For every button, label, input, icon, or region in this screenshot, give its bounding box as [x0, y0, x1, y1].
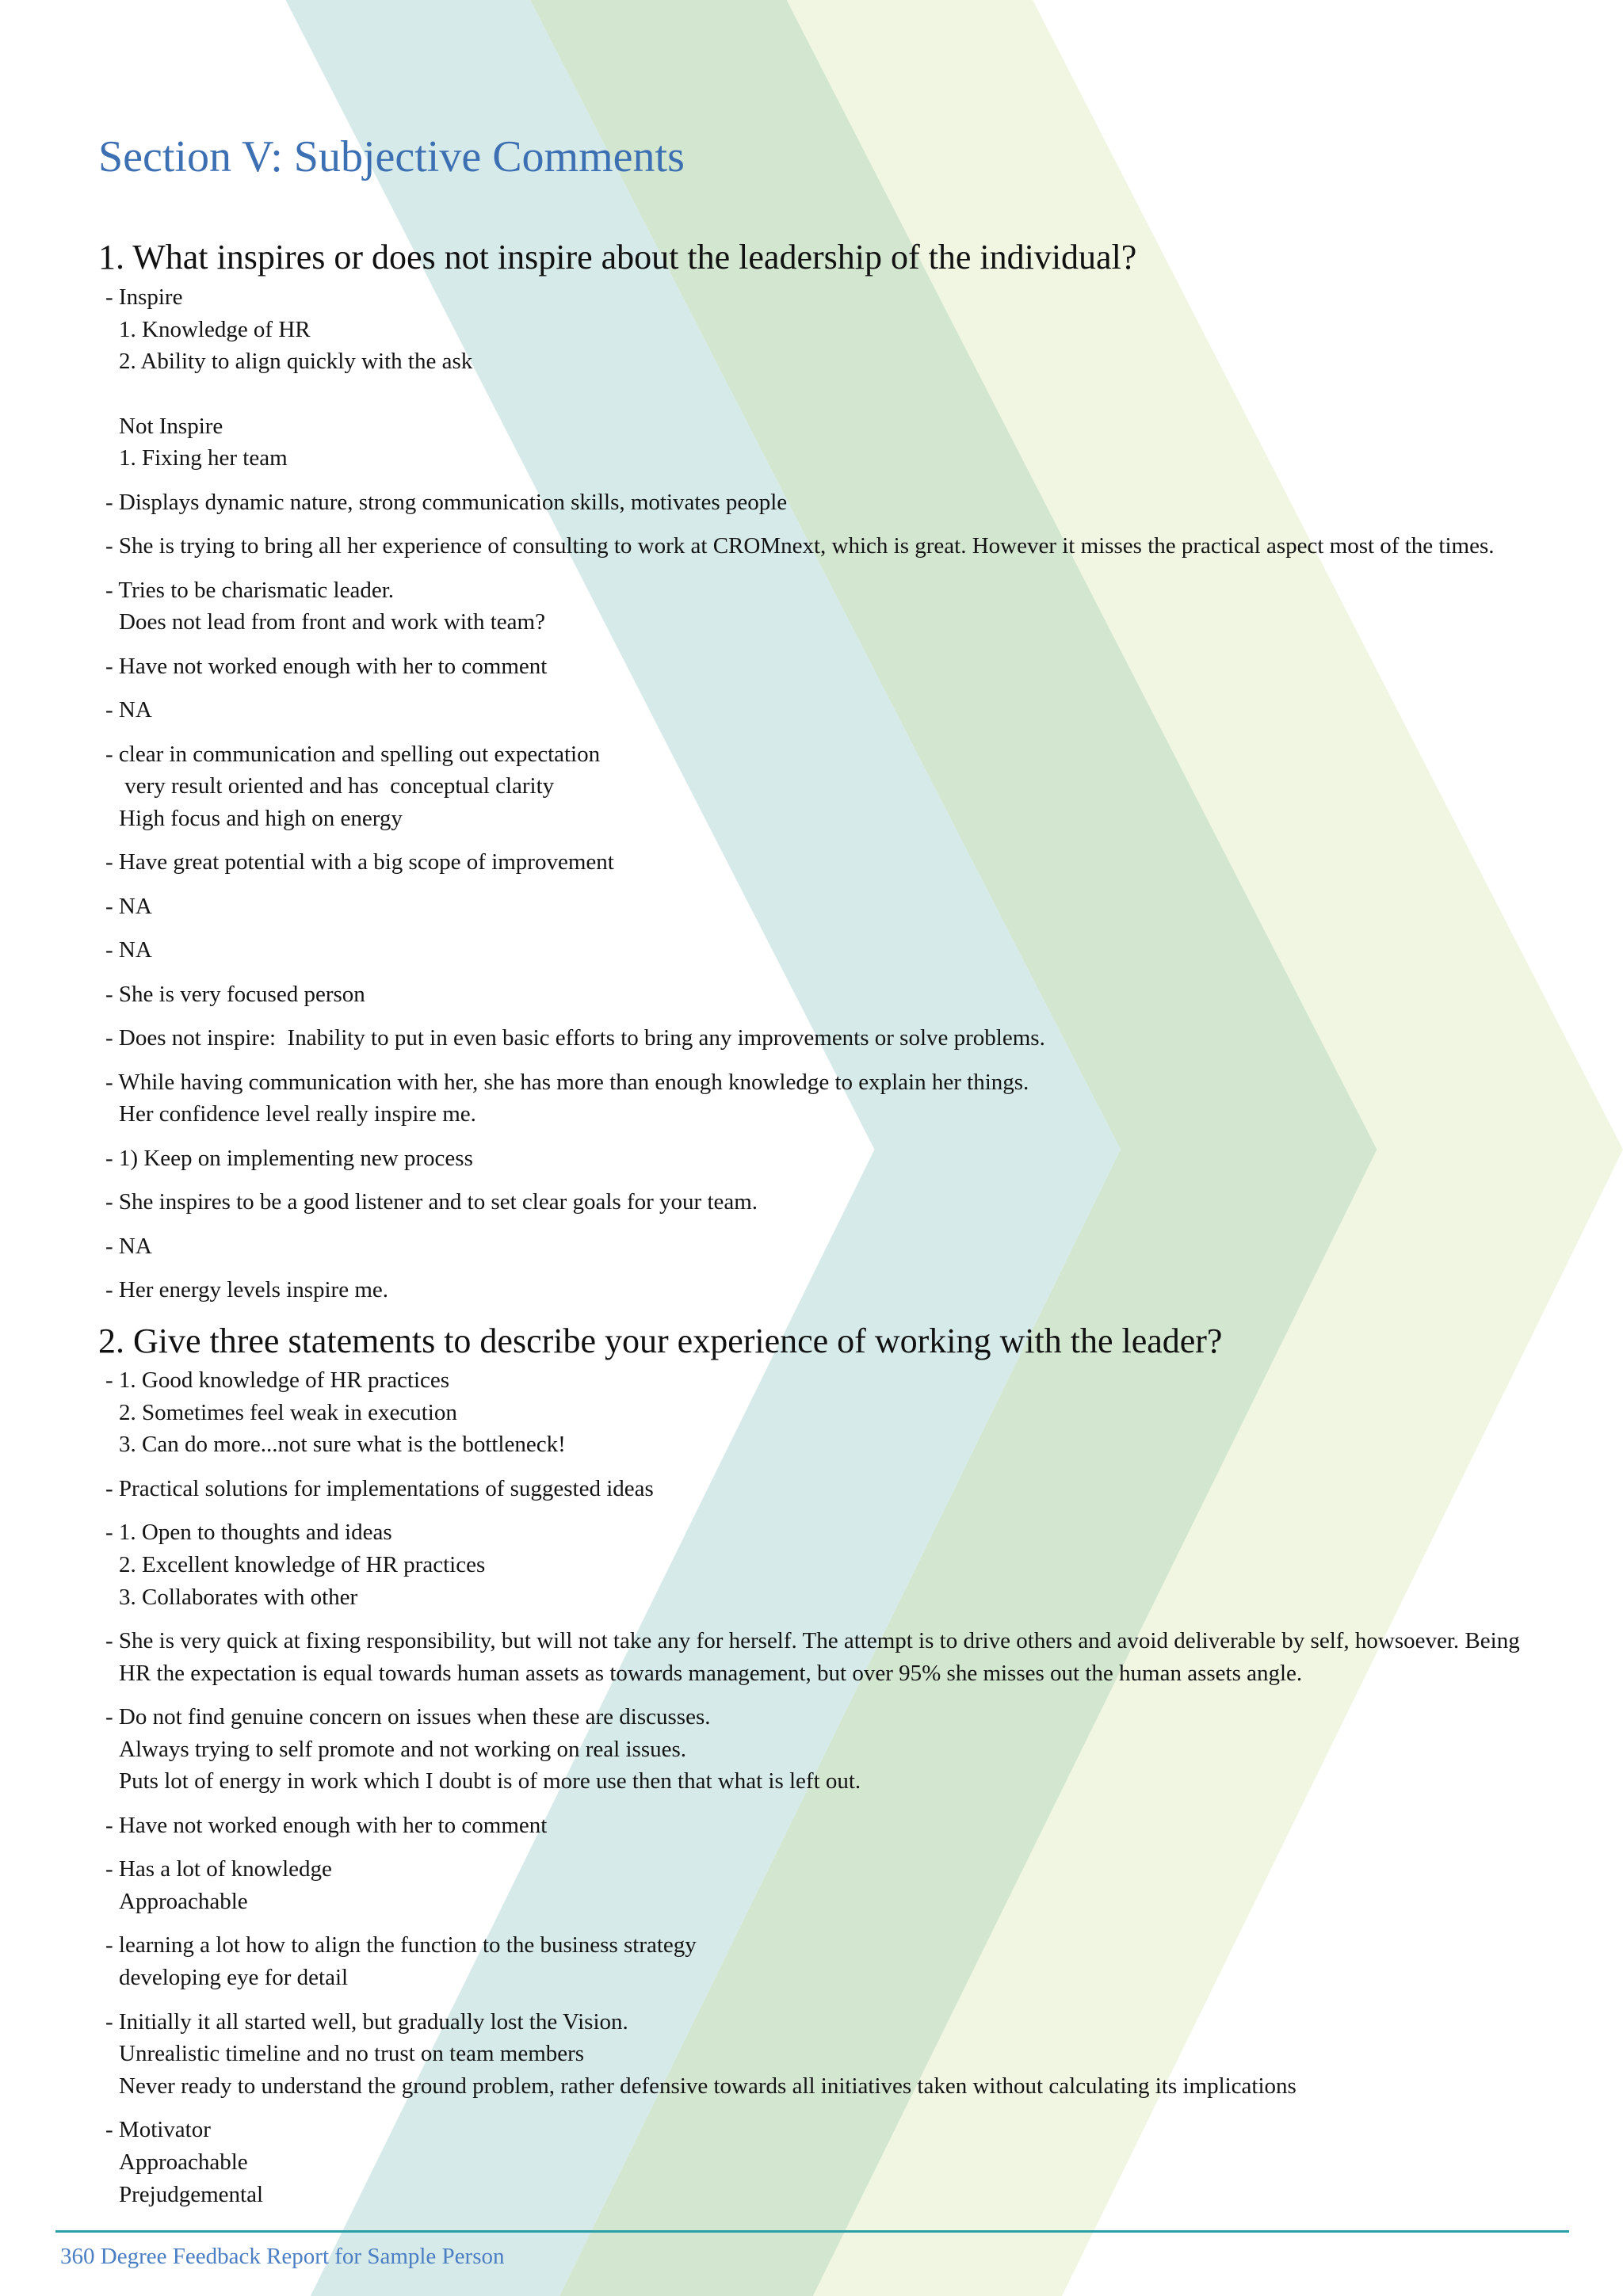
- response-item: [105, 934, 1603, 967]
- response-line: Her confidence level really inspire me.: [119, 1101, 476, 1127]
- response-item: [105, 1929, 1603, 1993]
- response-line: - NA: [105, 937, 152, 963]
- response-line: - 1. Good knowledge of HR practices: [105, 1367, 450, 1393]
- response-item: [105, 2006, 1603, 2103]
- response-line: - NA: [105, 1233, 152, 1259]
- response-line: Not Inspire: [119, 413, 223, 439]
- question-2-responses: [105, 1364, 1603, 2222]
- question-heading: 2. Give three statements to describe your experience of working with the leader?: [98, 1322, 1223, 1360]
- response-line: - She is trying to bring all her experience of consulting to work at CROMnext, which is great. However it misses the practical aspect most of the times.: [105, 533, 1495, 559]
- response-line: - While having communication with her, she has more than enough knowledge to explain her things.: [105, 1069, 1029, 1095]
- response-line: - NA: [105, 893, 152, 919]
- response-line: 1. Fixing her team: [119, 445, 288, 471]
- response-line: - 1) Keep on implementing new process: [105, 1145, 473, 1171]
- response-item: [105, 574, 1603, 639]
- response-line: Approachable: [119, 1888, 248, 1914]
- response-line: - Have not worked enough with her to comment: [105, 653, 548, 679]
- question-heading: 1. What inspires or does not inspire about the leadership of the individual?: [98, 238, 1137, 277]
- response-item: [105, 1516, 1603, 1613]
- response-item: [105, 1810, 1603, 1842]
- response-line: - Do not find genuine concern on issues when these are discusses.: [105, 1704, 711, 1730]
- response-line: - She is very quick at fixing responsibility, but will not take any for herself. The attempt is to drive others and avoid deliverable by self, howsoever. Being: [105, 1627, 1520, 1653]
- response-line: very result oriented and has conceptual clarity: [119, 773, 555, 799]
- response-item: [105, 738, 1603, 835]
- response-line: High focus and high on energy: [119, 805, 403, 831]
- response-item: [105, 2114, 1603, 2210]
- response-line: - Have not worked enough with her to comment: [105, 1812, 548, 1838]
- response-line: - She inspires to be a good listener and to set clear goals for your team.: [105, 1189, 758, 1215]
- response-line: 2. Ability to align quickly with the ask: [119, 349, 473, 375]
- response-line: Does not lead from front and work with team?: [119, 609, 545, 635]
- response-line: - She is very focused person: [105, 981, 365, 1007]
- response-line: Never ready to understand the ground problem, rather defensive towards all initiatives taken without calculating its implications: [119, 2073, 1296, 2099]
- response-item: [105, 694, 1603, 727]
- question-1-responses: [105, 281, 1603, 1318]
- response-line: 2. Excellent knowledge of HR practices: [119, 1551, 486, 1577]
- footer-rule: [55, 2230, 1569, 2233]
- response-line: - Motivator: [105, 2117, 211, 2143]
- response-item: [105, 978, 1603, 1011]
- response-line: Always trying to self promote and not working on real issues.: [119, 1736, 687, 1762]
- page-title: Section V: Subjective Comments: [98, 132, 685, 181]
- response-line: - Displays dynamic nature, strong communication skills, motivates people: [105, 489, 788, 515]
- response-line: Prejudgemental: [119, 2181, 264, 2207]
- response-item: [105, 1364, 1603, 1461]
- response-line: - Inspire: [105, 284, 183, 310]
- response-line: 3. Collaborates with other: [119, 1584, 358, 1610]
- response-line: - NA: [105, 697, 152, 723]
- response-line: - clear in communication and spelling out expectation: [105, 741, 601, 767]
- response-item: [105, 891, 1603, 923]
- response-item: [105, 1274, 1603, 1306]
- response-line: - Tries to be charismatic leader.: [105, 577, 395, 603]
- response-line: 3. Can do more...not sure what is the bottleneck!: [119, 1432, 566, 1458]
- response-line: - Does not inspire: Inability to put in even basic efforts to bring any improvements or solve problems.: [105, 1025, 1045, 1051]
- response-line: - 1. Open to thoughts and ideas: [105, 1520, 392, 1546]
- response-line: HR the expectation is equal towards human assets as towards management, but over 95% she misses out the human assets angle.: [119, 1660, 1303, 1686]
- response-line: Puts lot of energy in work which I doubt is of more use then that what is left out.: [119, 1768, 861, 1794]
- response-line: developing eye for detail: [119, 1965, 349, 1991]
- response-item: [105, 1473, 1603, 1505]
- response-line: - Have great potential with a big scope of improvement: [105, 849, 614, 875]
- response-line: Approachable: [119, 2149, 248, 2175]
- response-item: [105, 1853, 1603, 1917]
- response-item: [105, 281, 1603, 475]
- response-item: [105, 530, 1603, 563]
- response-line: - learning a lot how to align the function to the business strategy: [105, 1932, 697, 1958]
- response-item: [105, 1142, 1603, 1175]
- response-item: [105, 486, 1603, 519]
- response-line: 2. Sometimes feel weak in execution: [119, 1399, 457, 1425]
- response-item: [105, 1066, 1603, 1131]
- response-item: [105, 846, 1603, 879]
- response-line: - Initially it all started well, but gradually lost the Vision.: [105, 2008, 628, 2035]
- response-line: 1. Knowledge of HR: [119, 316, 311, 342]
- response-line: - Practical solutions for implementations of suggested ideas: [105, 1475, 654, 1501]
- response-line: - Has a lot of knowledge: [105, 1856, 332, 1882]
- response-item: [105, 1022, 1603, 1055]
- response-item: [105, 1230, 1603, 1263]
- response-line: - Her energy levels inspire me.: [105, 1277, 389, 1303]
- footer-text: 360 Degree Feedback Report for Sample Person: [60, 2244, 505, 2269]
- response-item: [105, 1625, 1603, 1689]
- response-item: [105, 1186, 1603, 1219]
- response-item: [105, 1701, 1603, 1798]
- response-item: [105, 650, 1603, 683]
- response-line: Unrealistic timeline and no trust on team members: [119, 2041, 585, 2067]
